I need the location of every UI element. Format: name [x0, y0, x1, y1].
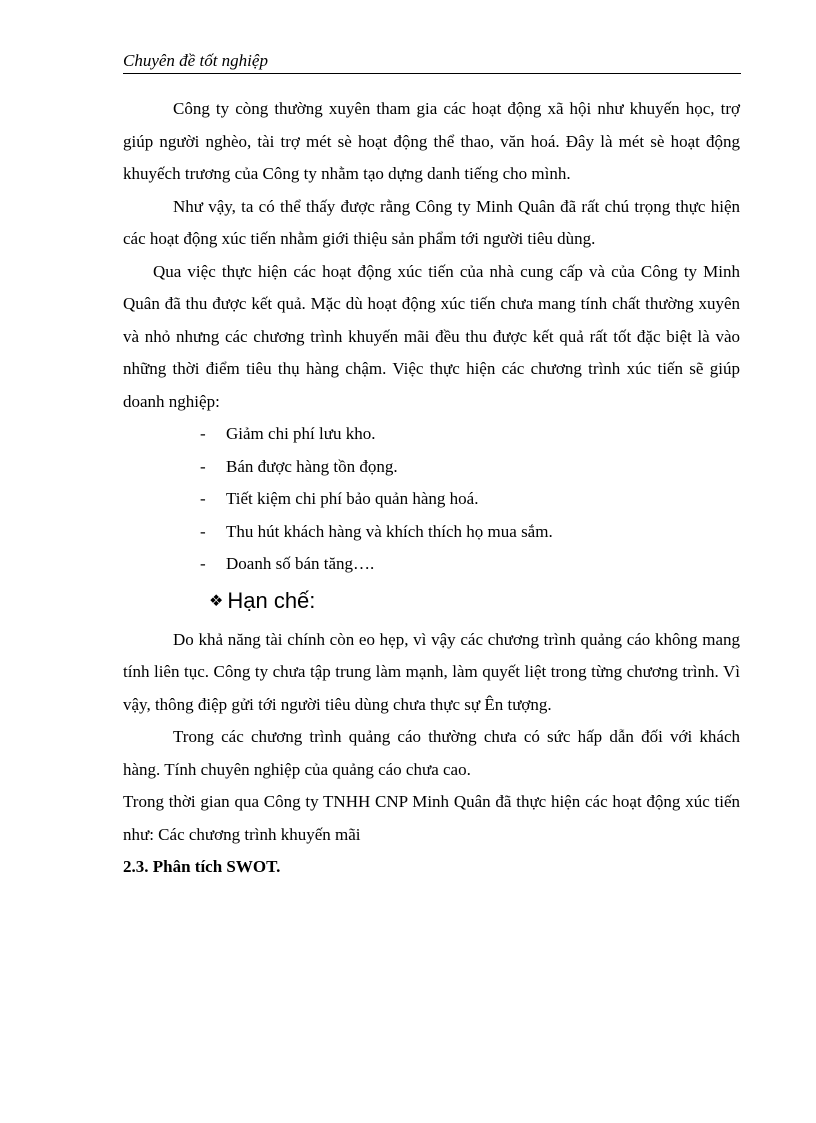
dash-bullet: -	[200, 554, 206, 573]
paragraph-ad-appeal: Trong các chương trình quảng cáo thường chưa có sức hấp dẫn đối với khách hàng. Tính chuyên nghiệp của quảng cáo chưa cao.	[123, 727, 740, 779]
dash-bullet: -	[200, 521, 206, 541]
paragraph-promotion-focus: Như vậy, ta có thể thấy được rằng Công ty Minh Quân đã rất chú trọng thực hiện các hoạt động xúc tiến nhằm giới thiệu sản phẩm tới người tiêu dùng.	[123, 196, 740, 248]
list-item: - Thu hút khách hàng và khích thích họ mua sắm.	[123, 516, 740, 549]
document-body	[123, 93, 740, 884]
dash-bullet: -	[200, 424, 206, 443]
paragraph-social-activities: Công ty còng thường xuyên tham gia các hoạt động xã hội như khuyến học, trợ giúp người nghèo, tài trợ mét sè hoạt động thể thao, văn hoá. Đây là mét sè hoạt động khuyếch trương của Công ty nhằm tạo dựng danh tiếng cho mình.	[123, 99, 740, 183]
list-item: - Giảm chi phí lưu kho.	[123, 418, 740, 451]
list-item: - Bán được hàng tồn đọng.	[123, 451, 740, 484]
paragraph-promotion-results: Qua việc thực hiện các hoạt động xúc tiến của nhà cung cấp và của Công ty Minh Quân đã thu được kết quả. Mặc dù hoạt động xúc tiến chưa mang tính chất thường xuyên và nhỏ nhưng các chương trình khuyến mãi đều thu được kết quả rất tốt đặc biệt là vào những thời điểm tiêu thụ hàng chậm. Việc thực hiện các chương trình xúc tiến sẽ giúp doanh nghiệp:	[123, 261, 740, 411]
benefits-list	[123, 418, 740, 581]
list-item: - Doanh số bán tăng….	[123, 548, 740, 581]
dash-bullet: -	[200, 489, 206, 508]
subheading-limitations	[123, 581, 740, 624]
paragraph-promotion-summary: Trong thời gian qua Công ty TNHH CNP Minh Quân đã thực hiện các hoạt động xúc tiến như: Các chương trình khuyến mãi	[123, 792, 740, 844]
subheading-label: Hạn chế:	[227, 587, 316, 613]
page-header: Chuyên đề tốt nghiệp	[123, 50, 741, 74]
list-item: - Tiết kiệm chi phí bảo quản hàng hoá.	[123, 483, 740, 516]
section-heading: 2.3. Phân tích SWOT.	[123, 857, 281, 876]
dash-bullet: -	[200, 456, 206, 476]
paragraph-finance-limits: Do khả năng tài chính còn eo hẹp, vì vậy các chương trình quảng cáo không mang tính liên tục. Công ty chưa tập trung làm mạnh, làm quyết liệt trong từng chương trình. Vì vậy, thông điệp gửi tới người tiêu dùng chưa thực sự Ên tượng.	[123, 629, 740, 714]
diamond-bullet-icon: ❖	[209, 592, 224, 610]
